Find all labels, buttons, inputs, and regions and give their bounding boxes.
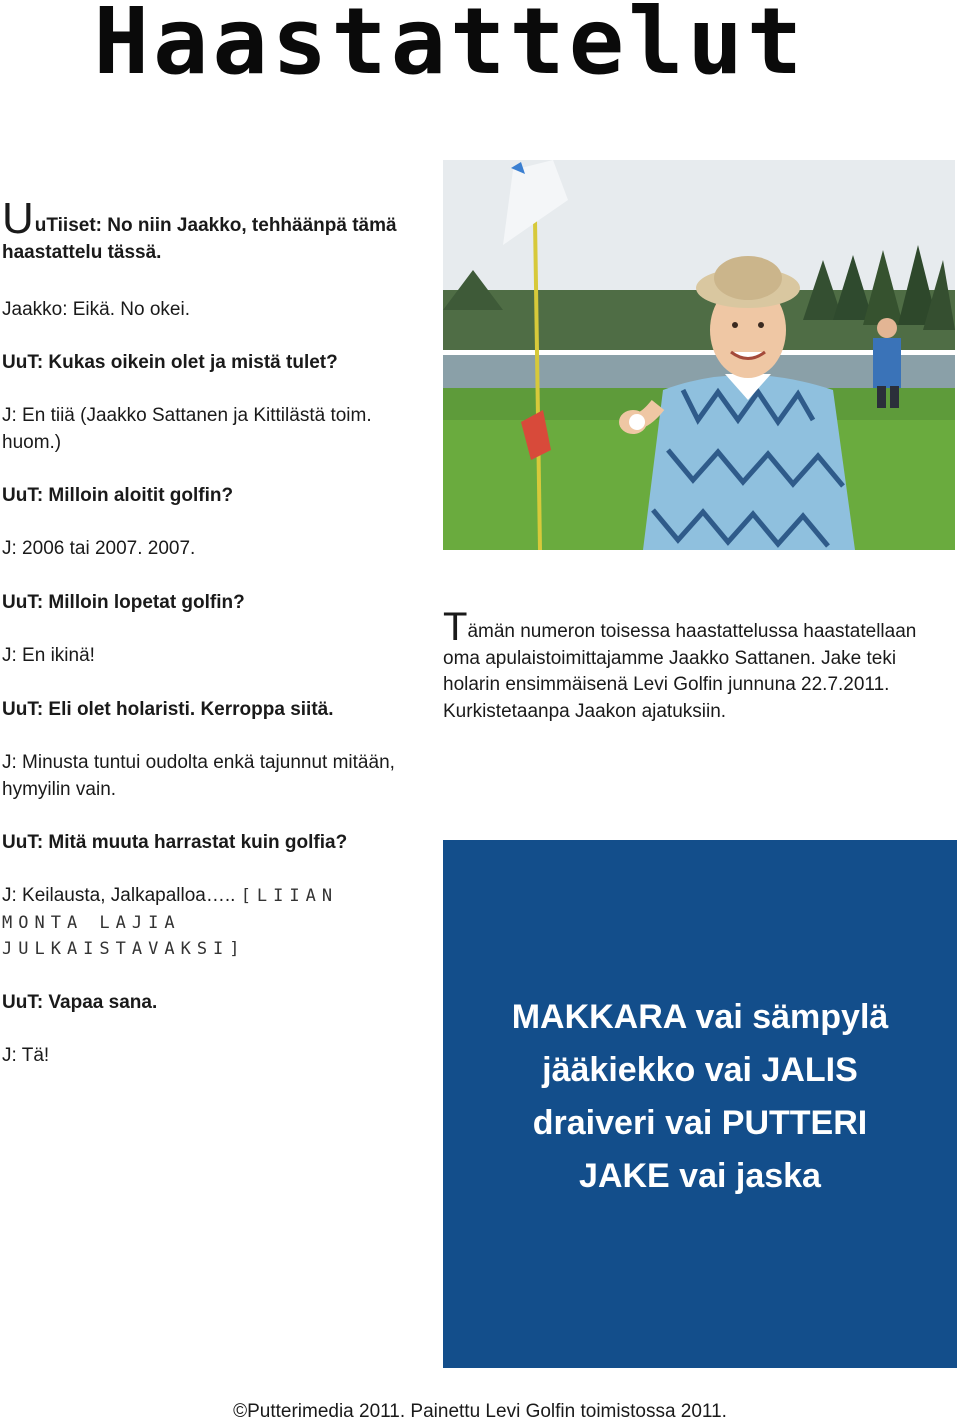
answer-4: J: En ikinä! bbox=[2, 645, 95, 666]
question-1-text: uTiiset: No niin Jaakko, tehhäänpä tämä haastattelu tässä. bbox=[2, 215, 397, 263]
intro-drop-cap: T bbox=[443, 605, 468, 649]
question-3: UuT: Milloin aloitit golfin? bbox=[2, 485, 234, 506]
intro-text: ämän numeron toisessa haastattelussa haastatellaan oma apulaistoimittajamme Jaakko Sattanen. Jake teki holarin ensimmäisenä Levi Golfin junnuna 22.7.2011. Kurkistetaanpa Jaakon ajatuksiin. bbox=[443, 621, 917, 722]
golfer-photo-illustration bbox=[443, 160, 955, 550]
question-4: UuT: Milloin lopetat golfin? bbox=[2, 592, 245, 613]
box-line-4: JAKE vai jaska bbox=[579, 1157, 821, 1195]
answer-6-spaced-text: [LIIAN MONTA LAJIA JULKAISTAVAKSI] bbox=[2, 886, 339, 959]
footer-copyright: ©Putterimedia 2011. Painettu Levi Golfin toimistossa 2011. bbox=[233, 1401, 727, 1422]
intro-paragraph bbox=[443, 605, 955, 725]
this-or-that-box bbox=[443, 840, 957, 1368]
answer-2: J: En tiiä (Jaakko Sattanen ja Kittilästä toim. huom.) bbox=[2, 405, 372, 453]
question-5: UuT: Eli olet holaristi. Kerroppa siitä. bbox=[2, 699, 334, 720]
question-1 bbox=[2, 194, 432, 266]
box-line-1: MAKKARA vai sämpylä bbox=[511, 998, 889, 1036]
answer-1: Jaakko: Eikä. No okei. bbox=[2, 299, 190, 320]
box-line-3: draiveri vai PUTTERI bbox=[532, 1104, 868, 1142]
question-6: UuT: Mitä muuta harrastat kuin golfia? bbox=[2, 832, 348, 853]
question-2: UuT: Kukas oikein olet ja mistä tulet? bbox=[2, 352, 338, 373]
answer-6-text: J: Keilausta, Jalkapalloa….. bbox=[2, 885, 241, 906]
box-line-2: jääkiekko vai JALIS bbox=[542, 1051, 858, 1089]
answer-7: J: Tä! bbox=[2, 1045, 50, 1066]
answer-3: J: 2006 tai 2007. 2007. bbox=[2, 538, 196, 559]
answer-5: J: Minusta tuntui oudolta enkä tajunnut mitään, hymyilin vain. bbox=[2, 752, 395, 800]
masthead-title: Haastattelut bbox=[93, 2, 807, 82]
answer-6 bbox=[2, 883, 382, 963]
question-7: UuT: Vapaa sana. bbox=[2, 992, 158, 1013]
drop-cap: U bbox=[2, 194, 34, 243]
golfer-photo bbox=[443, 160, 955, 550]
